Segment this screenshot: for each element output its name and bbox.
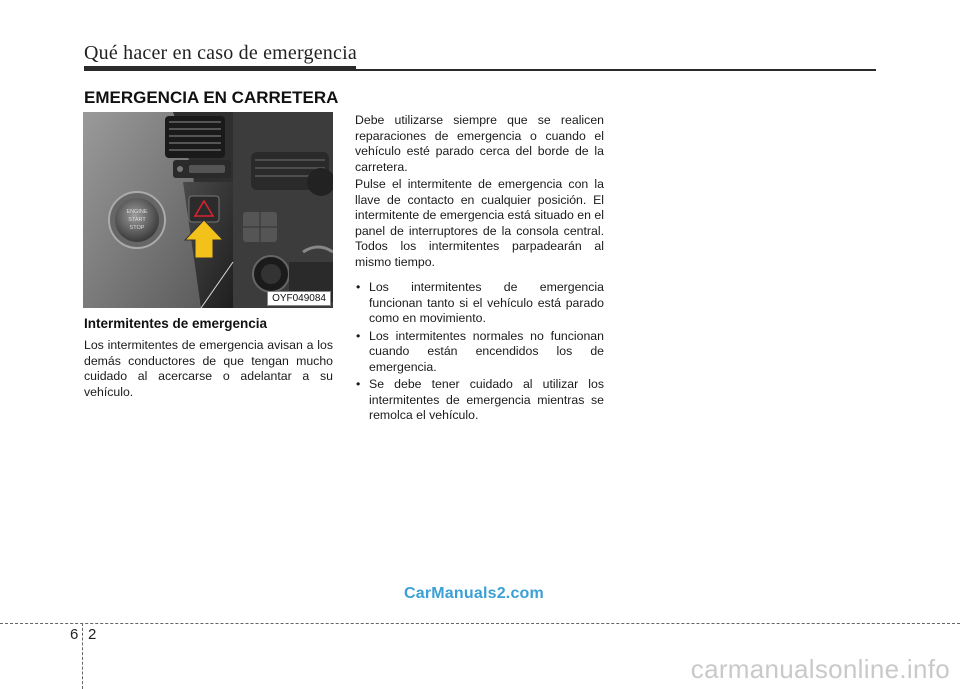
subheading-hazard-lights: Intermitentes de emergencia: [84, 316, 268, 331]
footer-site-watermark[interactable]: carmanualsonline.info: [690, 654, 950, 684]
footer-dashed-rule: [0, 623, 960, 624]
engine-button-line-1: ENGINE: [126, 209, 148, 215]
list-item-text: Los intermitentes de emergencia funcionan tanto si el vehículo está parado como en movimiento.: [369, 280, 604, 325]
list-item-text: Los intermitentes normales no funcionan cuando están encendidos los de emergencia.: [369, 328, 604, 374]
section-heading: EMERGENCIA EN CARRETERA: [84, 88, 339, 107]
engine-button-line-2: START: [128, 217, 146, 223]
hazard-switch-figure: [83, 112, 333, 308]
list-item: [355, 329, 604, 376]
right-paragraph-2: Pulse el intermitente de emergencia con la llave de contacto en cualquier posición. El intermitente de emergencia está situado en el panel de interruptores de la consola central. Todos los intermitentes parpadearán al mismo tiempo.: [355, 177, 604, 269]
list-item: [355, 280, 604, 327]
right-column: [355, 113, 604, 426]
list-item: [355, 377, 604, 424]
notes-list: [355, 280, 604, 424]
bullet-icon: •: [356, 377, 361, 391]
header-rule-thin: [356, 69, 876, 71]
bullet-icon: •: [356, 328, 361, 343]
header-rule-thick: [84, 66, 356, 71]
page-number: 2: [88, 626, 97, 643]
list-item-text: Se debe tener cuidado al utilizar los intermitentes de emergencia mientras se remolca el vehículo.: [369, 377, 604, 422]
page-chapter-number: 6: [70, 626, 79, 643]
engine-button-line-3: STOP: [129, 225, 145, 231]
bullet-icon: •: [356, 280, 361, 294]
right-paragraph-1: Debe utilizarse siempre que se realicen reparaciones de emergencia o cuando el vehículo esté parado cerca del borde de la carretera.: [355, 113, 604, 174]
footer-vertical-rule: [82, 623, 83, 689]
figure-code-label: OYF049084: [267, 291, 331, 306]
watermark-link[interactable]: CarManuals2.com: [404, 585, 544, 602]
dashboard-illustration: [83, 112, 333, 308]
page-header-title: Qué hacer en caso de emergencia: [84, 42, 357, 64]
left-body-text: Los intermitentes de emergencia avisan a los demás conductores de que tengan mucho cuidado al acercarse o adelantar a su vehículo.: [84, 338, 333, 399]
